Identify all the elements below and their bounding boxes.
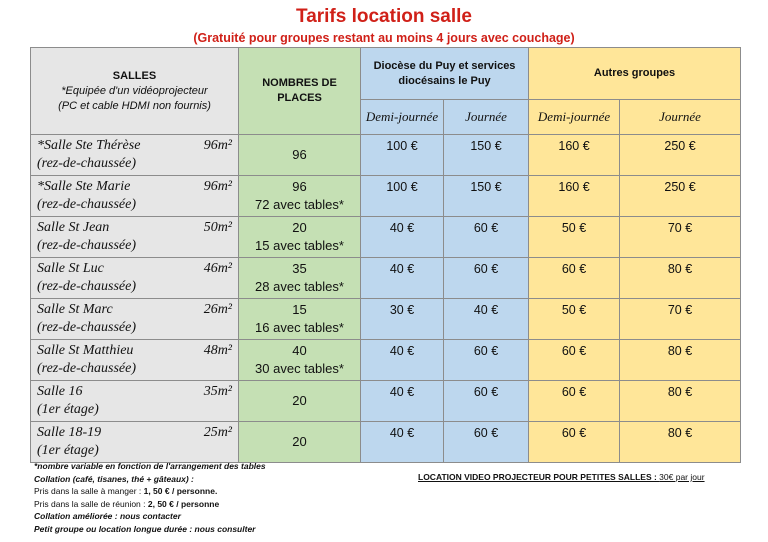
room-floor: (rez-de-chaussée): [37, 279, 136, 294]
header-salles-note-2: (PC et cable HDMI non fournis): [58, 99, 211, 112]
room-places-tables: 30 avec tables*: [255, 361, 344, 376]
room-name: Salle St Matthieu: [37, 343, 134, 358]
price-autres-demi: 60 €: [529, 381, 620, 422]
price-dio-journee: 150 €: [444, 135, 529, 176]
room-name: Salle St Jean: [37, 220, 110, 235]
table-row: [31, 135, 741, 176]
price-dio-demi: 40 €: [361, 422, 444, 463]
note-reunion: [34, 498, 266, 511]
room-area: 25m²: [203, 425, 232, 440]
table-row: [31, 217, 741, 258]
room-places: 15: [292, 302, 307, 317]
room-places: 96: [292, 179, 307, 194]
places-cell: [239, 299, 361, 340]
note-manger-label: Pris dans la salle à manger :: [34, 486, 144, 496]
note-manger-price: 1, 50 € / personne.: [143, 486, 218, 496]
room-floor: (1er étage): [37, 443, 99, 458]
note-reunion-label: Pris dans la salle de réunion :: [34, 498, 148, 509]
room-area: 96m²: [203, 179, 232, 194]
price-autres-journee: 80 €: [620, 381, 741, 422]
page-title: Tarifs location salle: [296, 6, 472, 27]
note-variable: *nombre variable en fonction de l'arrangement des tables: [34, 461, 266, 471]
price-autres-journee: 250 €: [620, 135, 741, 176]
price-autres-journee: 80 €: [620, 258, 741, 299]
room-places: 40: [292, 343, 307, 358]
price-autres-demi: 60 €: [529, 340, 620, 381]
price-autres-journee: 80 €: [620, 422, 741, 463]
price-dio-journee: 60 €: [444, 258, 529, 299]
room-area: 96m²: [203, 138, 232, 153]
room-cell: [31, 340, 239, 381]
price-autres-demi: 60 €: [529, 258, 620, 299]
price-autres-journee: 70 €: [620, 299, 741, 340]
room-places: 35: [292, 261, 307, 276]
room-places-tables: 15 avec tables*: [255, 238, 344, 253]
note-collation: Collation (café, tisanes, thé + gâteaux) :: [34, 473, 194, 484]
room-name: Salle 18-19: [37, 425, 102, 440]
room-cell: [31, 258, 239, 299]
room-places: 20: [292, 434, 307, 449]
header-salles: [31, 48, 239, 135]
places-cell: [239, 422, 361, 463]
note-petit-groupe: Petit groupe ou location longue durée : nous consulter: [34, 523, 256, 534]
room-name: *Salle Ste Thérèse: [37, 138, 141, 153]
room-floor: (rez-de-chaussée): [37, 320, 136, 335]
price-dio-demi: 100 €: [361, 176, 444, 217]
price-autres-demi: 60 €: [529, 422, 620, 463]
note-manger: [34, 485, 266, 498]
price-dio-journee: 60 €: [444, 340, 529, 381]
price-autres-demi: 50 €: [529, 299, 620, 340]
price-autres-journee: 250 €: [620, 176, 741, 217]
header-dio-demi: Demi-journée: [361, 100, 444, 135]
room-cell: [31, 422, 239, 463]
price-dio-journee: 60 €: [444, 381, 529, 422]
price-dio-journee: 60 €: [444, 422, 529, 463]
room-places: 20: [292, 393, 307, 408]
room-name: Salle St Luc: [37, 261, 104, 276]
price-dio-demi: 40 €: [361, 258, 444, 299]
room-cell: [31, 299, 239, 340]
header-autres-demi: Demi-journée: [529, 100, 620, 135]
table-row: [31, 299, 741, 340]
room-cell: [31, 381, 239, 422]
table-row: [31, 340, 741, 381]
video-label: LOCATION VIDEO PROJECTEUR POUR PETITES SALLES :: [418, 472, 660, 482]
page-subtitle: (Gratuité pour groupes restant au moins 4 jours avec couchage): [193, 31, 575, 45]
room-floor: (rez-de-chaussée): [37, 238, 136, 253]
header-autres: Autres groupes: [529, 48, 741, 100]
video-price: 30€ par jour: [659, 472, 705, 482]
price-dio-journee: 40 €: [444, 299, 529, 340]
room-area: 50m²: [203, 220, 232, 235]
table-row: [31, 176, 741, 217]
price-dio-demi: 30 €: [361, 299, 444, 340]
table-row: [31, 258, 741, 299]
header-diocese: Diocèse du Puy et services diocésains le Puy: [361, 48, 529, 100]
price-dio-demi: 100 €: [361, 135, 444, 176]
room-cell: [31, 217, 239, 258]
room-floor: (1er étage): [37, 402, 99, 417]
header-places: NOMBRES DE PLACES: [239, 48, 361, 135]
room-name: *Salle Ste Marie: [37, 179, 131, 194]
places-cell: [239, 381, 361, 422]
price-dio-journee: 150 €: [444, 176, 529, 217]
room-area: 46m²: [203, 261, 232, 276]
price-autres-demi: 50 €: [529, 217, 620, 258]
room-places-tables: 16 avec tables*: [255, 320, 344, 335]
price-dio-demi: 40 €: [361, 381, 444, 422]
room-cell: [31, 176, 239, 217]
price-autres-demi: 160 €: [529, 135, 620, 176]
price-autres-journee: 70 €: [620, 217, 741, 258]
room-area: 48m²: [203, 343, 232, 358]
places-cell: [239, 217, 361, 258]
video-projecteur-note: [418, 472, 705, 482]
price-autres-demi: 160 €: [529, 176, 620, 217]
price-dio-journee: 60 €: [444, 217, 529, 258]
header-autres-journee: Journée: [620, 100, 741, 135]
room-area: 26m²: [203, 302, 232, 317]
room-name: Salle St Marc: [37, 302, 113, 317]
note-reunion-price: 2, 50 € / personne: [147, 498, 220, 509]
header-dio-journee: Journée: [444, 100, 529, 135]
price-dio-demi: 40 €: [361, 217, 444, 258]
room-floor: (rez-de-chaussée): [37, 197, 136, 212]
table-row: [31, 381, 741, 422]
note-amelioree: Collation améliorée : nous contacter: [34, 511, 181, 521]
places-cell: [239, 135, 361, 176]
places-cell: [239, 258, 361, 299]
room-cell: [31, 135, 239, 176]
notes: [34, 460, 266, 535]
table-row: [31, 422, 741, 463]
places-cell: [239, 176, 361, 217]
header-salles-label: SALLES: [112, 69, 157, 82]
room-places-tables: 28 avec tables*: [255, 279, 344, 294]
tarifs-table: [30, 47, 741, 463]
room-floor: (rez-de-chaussée): [37, 361, 136, 376]
room-name: Salle 16: [37, 384, 83, 399]
room-floor: (rez-de-chaussée): [37, 156, 136, 171]
room-places: 20: [292, 220, 307, 235]
price-autres-journee: 80 €: [620, 340, 741, 381]
room-places-tables: 72 avec tables*: [255, 197, 344, 212]
room-places: 96: [292, 147, 307, 162]
price-dio-demi: 40 €: [361, 340, 444, 381]
room-area: 35m²: [203, 384, 232, 399]
header-salles-note-1: *Equipée d'un vidéoprojecteur: [61, 84, 208, 97]
places-cell: [239, 340, 361, 381]
header-row: [31, 48, 741, 100]
